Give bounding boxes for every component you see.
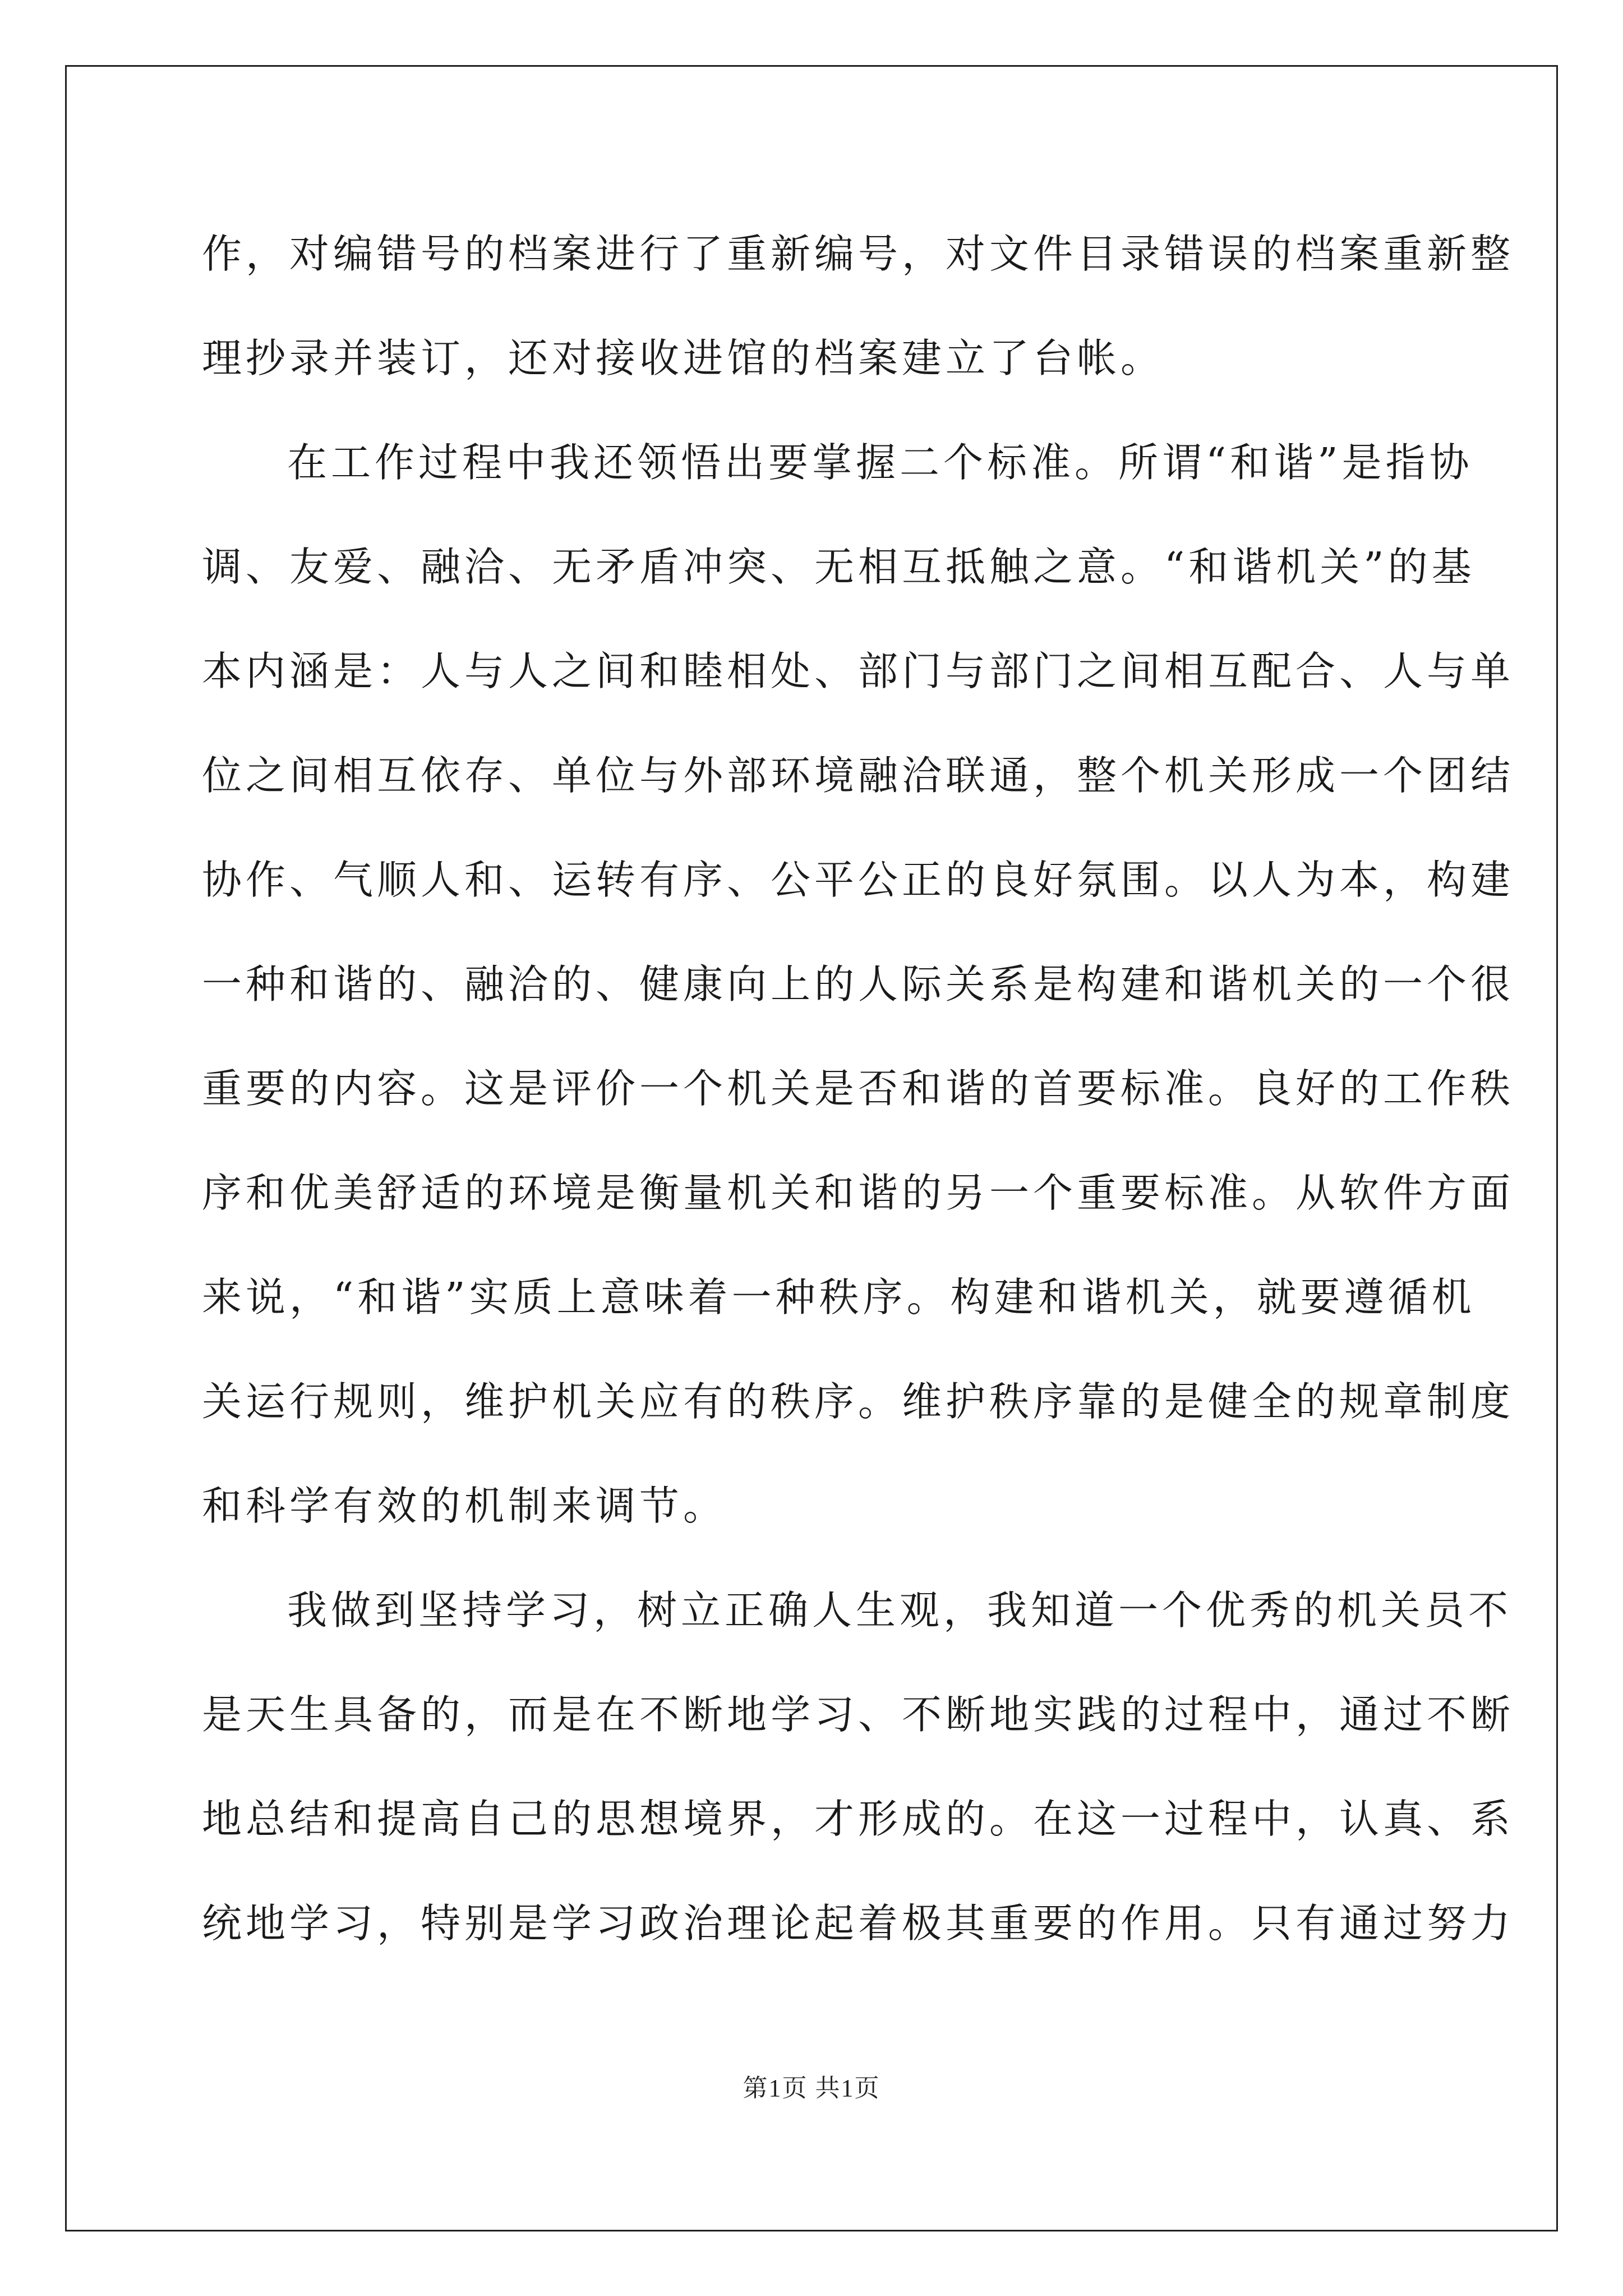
page-footer: 第1页 共1页 — [743, 2074, 880, 2102]
text-line: 一种和谐的、融洽的、健康向上的人际关系是构建和谐机关的一个很 — [202, 961, 1515, 1007]
text-line: 关运行规则，维护机关应有的秩序。维护秩序靠的是健全的规章制度 — [202, 1378, 1515, 1425]
text-line: 位之间相互依存、单位与外部环境融洽联通，整个机关形成一个团结 — [202, 752, 1515, 799]
text-line: 统地学习，特别是学习政治理论起着极其重要的作用。只有通过努力 — [202, 1900, 1515, 1947]
document-body — [202, 202, 1515, 1976]
paragraph-1 — [202, 202, 1515, 411]
text-line: 序和优美舒适的环境是衡量机关和谐的另一个重要标准。从软件方面 — [202, 1170, 1515, 1216]
text-line: 协作、气顺人和、运转有序、公平公正的良好氛围。以人为本，构建 — [202, 857, 1515, 903]
text-line: 来说，“和谐”实质上意味着一种秩序。构建和谐机关，就要遵循机 — [202, 1274, 1476, 1320]
text-line: 我做到坚持学习，树立正确人生观，我知道一个优秀的机关员不 — [287, 1587, 1513, 1634]
paragraph-2 — [202, 411, 1515, 1558]
text-line: 和科学有效的机制来调节。 — [202, 1483, 727, 1529]
text-line: 调、友爱、融洽、无矛盾冲突、无相互抵触之意。“和谐机关”的基 — [202, 544, 1476, 590]
text-line: 理抄录并装订，还对接收进馆的档案建立了台帐。 — [202, 335, 1165, 381]
text-line: 在工作过程中我还领悟出要掌握二个标准。所谓“和谐”是指协 — [287, 439, 1473, 486]
paragraph-3 — [202, 1558, 1515, 1976]
text-line: 本内涵是：人与人之间和睦相处、部门与部门之间相互配合、人与单 — [202, 648, 1515, 694]
text-line: 重要的内容。这是评价一个机关是否和谐的首要标准。良好的工作秩 — [202, 1065, 1515, 1112]
text-line: 是天生具备的，而是在不断地学习、不断地实践的过程中，通过不断 — [202, 1691, 1515, 1738]
text-line: 地总结和提高自己的思想境界，才形成的。在这一过程中，认真、系 — [202, 1796, 1515, 1842]
text-line: 作，对编错号的档案进行了重新编号，对文件目录错误的档案重新整 — [202, 231, 1515, 277]
